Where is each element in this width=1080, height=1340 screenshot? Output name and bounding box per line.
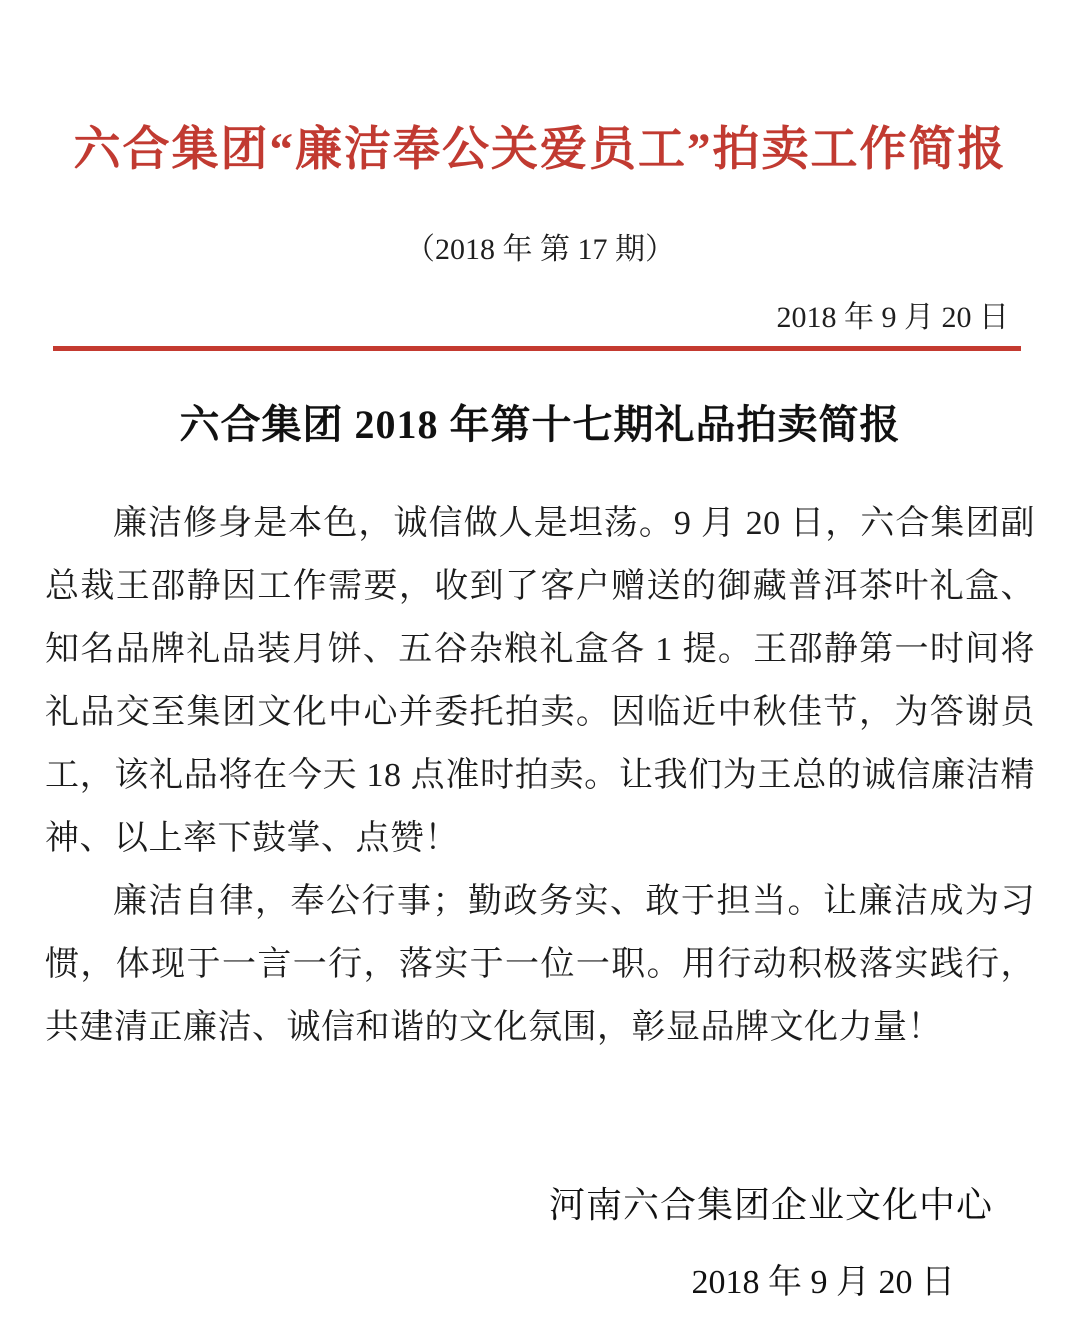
red-divider-line <box>53 346 1021 351</box>
body-paragraph-1: 廉洁修身是本色，诚信做人是坦荡。9 月 20 日，六合集团副总裁王邵静因工作需要，收到了客户赠送的御藏普洱茶叶礼盒、知名品牌礼品装月饼、五谷杂粮礼盒各 1 提。王邵静第一时间将礼品交至集团文化中心并委托拍卖。因临近中秋佳节，为答谢员工，该礼品将在今天 18 点准时拍卖。让我们为王总的诚信廉洁精神、以上率下鼓掌、点赞！ <box>45 505 1035 858</box>
document-date: 2018 年 9 月 20 日 <box>776 301 1009 335</box>
document-title: 六合集团“廉洁奉公关爱员工”拍卖工作简报 <box>73 124 1007 176</box>
signature-date: 2018 年 9 月 20 日 <box>691 1264 955 1302</box>
signature-organization: 河南六合集团企业文化中心 <box>548 1185 993 1226</box>
body-paragraph-2: 廉洁自律，奉公行事；勤政务实、敢于担当。让廉洁成为习惯，体现于一言一行，落实于一位一职。用行动积极落实践行，共建清正廉洁、诚信和谐的文化氛围，彰显品牌文化力量！ <box>45 883 1035 1047</box>
bulletin-heading: 六合集团 2018 年第十七期礼品拍卖简报 <box>179 402 901 448</box>
body-text-block <box>45 492 1035 1059</box>
signature-block <box>45 1177 1035 1303</box>
issue-number: （2018 年 第 17 期） <box>405 233 675 267</box>
